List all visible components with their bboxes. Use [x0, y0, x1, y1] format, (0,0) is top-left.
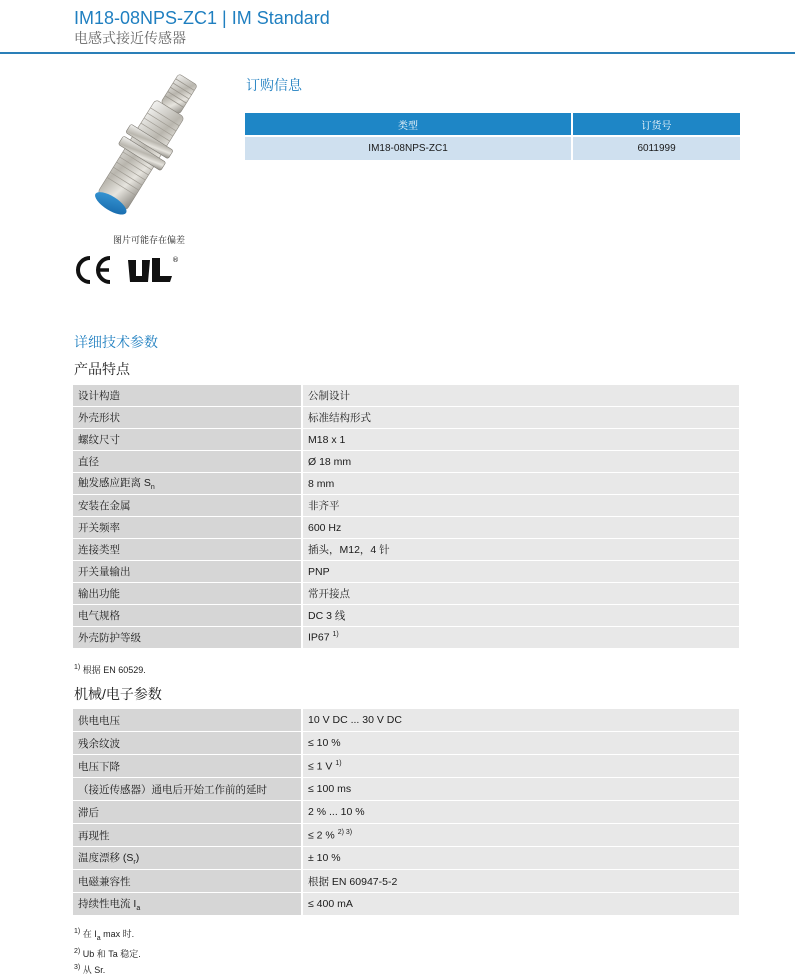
table-row: [73, 892, 739, 915]
spec-value: 根据 EN 60947-5-2: [303, 869, 739, 892]
spec-value: ± 10 %: [303, 846, 739, 869]
spec-value: 插头，M12，4 针: [303, 538, 739, 560]
footnote-ref: 1): [332, 631, 339, 639]
spec-key: 电压下降: [73, 754, 303, 777]
table-row: [73, 800, 739, 823]
spec-value: 10 V DC ... 30 V DC: [303, 709, 739, 731]
features-table: [73, 385, 739, 648]
table-row: [245, 135, 740, 160]
table-row: [73, 516, 739, 538]
certification-logos: [72, 252, 182, 288]
ordering-table: [245, 113, 740, 160]
spec-value: 8 mm: [303, 472, 739, 494]
footnote: $^{1)}$ 在 $I_a$ max 时.: [74, 928, 135, 942]
spec-key: 持续性电流 $I_a$: [73, 892, 303, 915]
spec-key: 滞后: [73, 800, 303, 823]
spec-key: 电磁兼容性: [73, 869, 303, 892]
table-row: [73, 709, 739, 731]
image-disclaimer: 图片可能存在偏差: [112, 235, 185, 245]
svg-text:®: ®: [172, 256, 179, 264]
table-row: [73, 604, 739, 626]
spec-key: 残余纹波: [73, 731, 303, 754]
spec-value: ≤ 10 %: [303, 731, 739, 754]
spec-value: ≤ 1 V $^{1)}$: [303, 754, 739, 777]
spec-key: 再现性: [73, 823, 303, 846]
table-row: [73, 472, 739, 494]
table-row: [73, 777, 739, 800]
electrical-table: [73, 709, 739, 915]
spec-value: M18 x 1: [303, 428, 739, 450]
spec-key: 螺纹尺寸: [73, 428, 303, 450]
spec-value: DC 3 线: [303, 604, 739, 626]
features-footnotes: [74, 661, 146, 677]
spec-value: ≤ 400 mA: [303, 892, 739, 915]
sensor-product-image: [70, 70, 235, 230]
table-row: [73, 754, 739, 777]
spec-value: ≤ 100 ms: [303, 777, 739, 800]
key-subscript: r: [133, 859, 136, 867]
spec-key: 供电电压: [73, 709, 303, 731]
page-header: [74, 7, 330, 47]
features-title: 产品特点: [74, 361, 130, 377]
spec-key: 触发感应距离 $S_n$: [73, 472, 303, 494]
col-header-order-number: 订货号: [571, 113, 740, 135]
footnote: $^{2)}$ Ub 和 Ta 稳定.: [74, 947, 141, 959]
spec-key: 设计构造: [73, 385, 303, 406]
ce-mark-icon: [78, 258, 110, 282]
footnote-mark: 3): [74, 963, 81, 971]
product-title: IM18-08NPS-ZC1 | IM Standard: [74, 8, 330, 28]
table-row: [73, 428, 739, 450]
footnote-ref: 2) 3): [337, 828, 353, 836]
cell-order-number: 6011999: [571, 135, 740, 160]
spec-key: 安装在金属: [73, 494, 303, 516]
table-row: [73, 450, 739, 472]
spec-key: 温度漂移 $(S_r)$: [73, 846, 303, 869]
footnote-mark: 1): [74, 928, 81, 935]
spec-key: 开关频率: [73, 516, 303, 538]
key-subscript: n: [150, 484, 155, 492]
spec-value: PNP: [303, 560, 739, 582]
table-row: [73, 626, 739, 648]
technical-title: 详细技术参数: [74, 334, 158, 350]
footnote-subscript: a: [96, 934, 101, 942]
spec-value: 公制设计: [303, 385, 739, 406]
spec-value: Ø 18 mm: [303, 450, 739, 472]
spec-key: 连接类型: [73, 538, 303, 560]
key-subscript: a: [136, 905, 141, 913]
spec-value: 2 % ... 10 %: [303, 800, 739, 823]
spec-key: 外壳形状: [73, 406, 303, 428]
table-row: [73, 560, 739, 582]
ul-mark-icon: [128, 256, 179, 282]
col-header-type: 类型: [245, 113, 571, 135]
footnote-mark: 2): [74, 947, 81, 955]
spec-value: 600 Hz: [303, 516, 739, 538]
spec-value: 标准结构形式: [303, 406, 739, 428]
table-row: [73, 385, 739, 406]
spec-key: 输出功能: [73, 582, 303, 604]
footnote: $^{3)}$ 从 Sr.: [74, 963, 106, 975]
spec-key: 电气规格: [73, 604, 303, 626]
table-row: [73, 582, 739, 604]
footnote-ref: 1): [335, 759, 342, 767]
table-row: [73, 731, 739, 754]
spec-key: （接近传感器）通电后开始工作前的延时: [73, 777, 303, 800]
header-divider: [0, 52, 795, 54]
table-row: [73, 869, 739, 892]
table-row: [73, 406, 739, 428]
footnote-mark: 1): [74, 664, 81, 671]
spec-value: IP67 $^{1)}$: [303, 626, 739, 648]
footnote: $^{1)}$ 根据 EN 60529.: [74, 664, 146, 675]
cell-type: IM18-08NPS-ZC1: [245, 135, 571, 160]
electrical-title: 机械/电子参数: [74, 686, 162, 702]
spec-key: 直径: [73, 450, 303, 472]
ordering-title: 订购信息: [246, 77, 302, 93]
electrical-footnotes: [74, 925, 141, 977]
table-row: [73, 846, 739, 869]
table-row: [73, 823, 739, 846]
spec-key: 外壳防护等级: [73, 626, 303, 648]
spec-value: 常开接点: [303, 582, 739, 604]
spec-value: 非齐平: [303, 494, 739, 516]
spec-value: ≤ 2 % $^{2) 3)}$: [303, 823, 739, 846]
spec-key: 开关量输出: [73, 560, 303, 582]
product-subtitle: 电感式接近传感器: [74, 30, 186, 46]
table-row: [73, 538, 739, 560]
table-row: [73, 494, 739, 516]
